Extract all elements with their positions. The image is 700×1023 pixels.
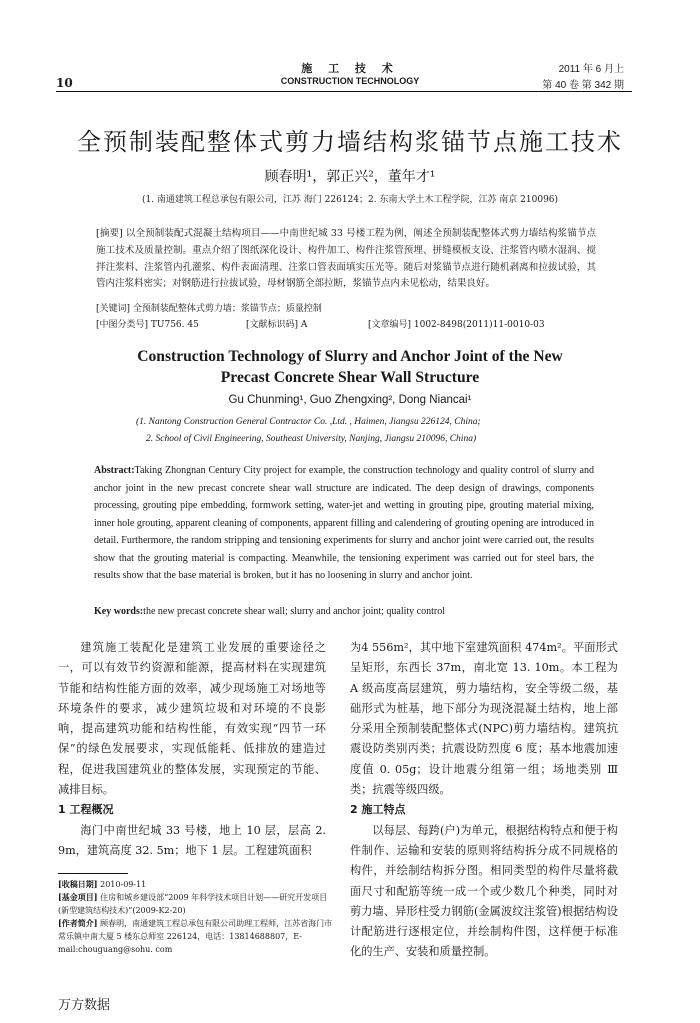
section-1-paragraph-2: 为4 556m²，其中地下室建筑面积 474m²。平面形式呈矩形，东西长 37m，南北宽 13. 10m。本工程为 A 级高度高层建筑，剪力墙结构，安全等级二级，基础形式为桩基，地下部分为现浇混凝土结构，地上部分采用全预制装配整体式(NPC)剪力墙结构。建筑抗震设防类别丙类；抗震设防烈度 6 度；基本地震加速度值 0. 05g；设计地震分组第一组；场地类别 Ⅲ 类；抗震等级四级。 bbox=[350, 641, 618, 797]
page-number: 10 bbox=[56, 76, 73, 90]
abstract-en bbox=[94, 462, 594, 585]
clc-number: [中图分类号] TU756. 45 bbox=[96, 320, 199, 330]
volume-issue: 第 40 卷 第 342 期 bbox=[542, 80, 624, 91]
paper-title-cn: 全预制装配整体式剪力墙结构浆锚节点施工技术 bbox=[77, 128, 623, 156]
article-number: [文章编号] 1002-8498(2011)11-0010-03 bbox=[368, 320, 545, 330]
keywords-en-label: Key words: bbox=[94, 606, 144, 617]
keywords-cn-text: [关键词] 全预制装配整体式剪力墙；浆锚节点；质量控制 bbox=[96, 304, 322, 314]
abstract-cn: [摘要] 以全预制装配式混凝土结构项目——中南世纪城 33 号楼工程为例，阐述全预制装配整体式剪力墙结构浆锚节点施工技术及质量控制。重点介绍了图纸深化设计、构件加工、构件注浆管预埋、拼缝模板支设、注浆管内喷水湿润、搅拌注浆料、注浆管内孔灌浆、构件表面清理、注浆口管表面填实压光等。随后对浆锚节点进行随机剥离和拉拔试验，其管内注浆料密实；对钢筋进行拉拔试验，母材钢筋全部拉断，浆锚节点内未见松动，结果良好。 bbox=[96, 228, 596, 290]
footnotes bbox=[58, 878, 334, 956]
section-2-paragraph-1: 以每层、每跨(户)为单元，根据结构特点和便于构件制作、运输和安装的原则将结构拆分成不同规格的构件，并绘制结构拆分图。相同类型的构件尽量将截面尺寸和配筋等统一成一个或少数几个种类，同时对剪力墙、异形柱受力钢筋(金属波纹注浆管)根据结构设计配筋进行逐根定位，并绘制构件图，这样便于标准化的生产、安装和质量控制。 bbox=[350, 823, 618, 959]
authors-cn: 顾春明¹，郭正兴²，董年才¹ bbox=[264, 169, 436, 185]
abstract-en-text: Taking Zhongnan Century City project for example, the construction technology and quality control of slurry and anchor joint in the new precast concrete shear wall structure are indicated. The deep design of drawings, components processing, grouting pipe embedding, formwork setting, water-jet and wetting in grouting pipe, grouting material mixing, inner hole grouting, apparent cleaning of components, apparent filling and calendering of grouting opening are introduced in detail. Furthermore, the random stripping and tensioning experiments for slurry and anchor joint were carried out, the results show that the grouting material is compacting. Meanwhile, the tensioning experiment was carried out for steel bars, the results show that the base material is broken, but it has no loosening in slurry and anchor joint. bbox=[94, 465, 594, 581]
section-1-heading: 1 工程概况 bbox=[58, 803, 114, 817]
affiliation-en-line-2: 2. School of Civil Engineering, Southeast University, Nanjing, Jiangsu 210096, China) bbox=[146, 434, 477, 444]
affiliation-en bbox=[136, 414, 481, 448]
abstract-en-label: Abstract: bbox=[94, 465, 135, 476]
journal-title-cn: 施 工 技 术 bbox=[301, 62, 399, 75]
authors-en: Gu Chunming¹, Guo Zhengxing², Dong Niancai¹ bbox=[228, 394, 472, 406]
keywords-en-text: the new precast concrete shear wall; slurry and anchor joint; quality control bbox=[143, 606, 446, 617]
footnote-rule bbox=[58, 873, 128, 874]
footnote-author: [作者简介] 顾春明，南通建筑工程总承包有限公司助理工程师，江苏省海门市常乐镇中南大厦 5 楼东总师室 226124，电话：13814688807，E-mail:chouguang@sohu. com bbox=[58, 918, 333, 954]
keywords-en bbox=[94, 605, 594, 619]
header-rule bbox=[56, 91, 632, 92]
keywords-cn bbox=[96, 302, 596, 316]
journal-title-en: CONSTRUCTION TECHNOLOGY bbox=[280, 76, 420, 86]
intro-paragraph: 建筑施工装配化是建筑工业发展的重要途径之一，可以有效节约资源和能源，提高材料在实现建筑节能和结构性能方面的效率，减少现场施工对场地等环境条件的要求，减少建筑垃圾和对环境的不良影响，提高建筑功能和结构性能，有效实现“四节一环保”的绿色发展要求，实现低能耗、低排放的建造过程，促进我国建筑业的整体发展，实现预定的节能、减排目标。 bbox=[58, 641, 326, 797]
watermark-text: 万方数据 bbox=[58, 998, 111, 1013]
classification-row bbox=[96, 318, 596, 332]
right-column bbox=[350, 638, 618, 963]
paper-title-en bbox=[0, 346, 700, 388]
footnote-fund: [基金项目] 住房和城乡建设部“2009 年科学技术项目计划——研究开发项目(新型建筑结构技术)”(2009-K2-20) bbox=[58, 892, 328, 915]
section-2-heading: 2 施工特点 bbox=[350, 803, 406, 817]
title-en-line-1: Construction Technology of Slurry and Anchor Joint of the New bbox=[137, 348, 563, 365]
title-en-line-2: Precast Concrete Shear Wall Structure bbox=[220, 369, 480, 386]
section-1-paragraph-1: 海门中南世纪城 33 号楼，地上 10 层，层高 2. 9m，建筑高度 32. 5m；地下 1 层。工程建筑面积 bbox=[58, 823, 326, 857]
affiliation-en-line-1: (1. Nantong Construction General Contractor Co. ,Ltd. , Haimen, Jiangsu 226124, China; bbox=[136, 417, 481, 427]
footnote-received: [收稿日期] 2010-09-11 bbox=[58, 879, 147, 889]
affiliation-cn: (1. 南通建筑工程总承包有限公司，江苏 海门 226124；2. 东南大学土木工程学院，江苏 南京 210096) bbox=[141, 195, 559, 205]
left-column bbox=[58, 638, 326, 861]
document-code: [文献标识码] A bbox=[246, 320, 308, 330]
issue-date: 2011 年 6 月上 bbox=[558, 64, 624, 75]
